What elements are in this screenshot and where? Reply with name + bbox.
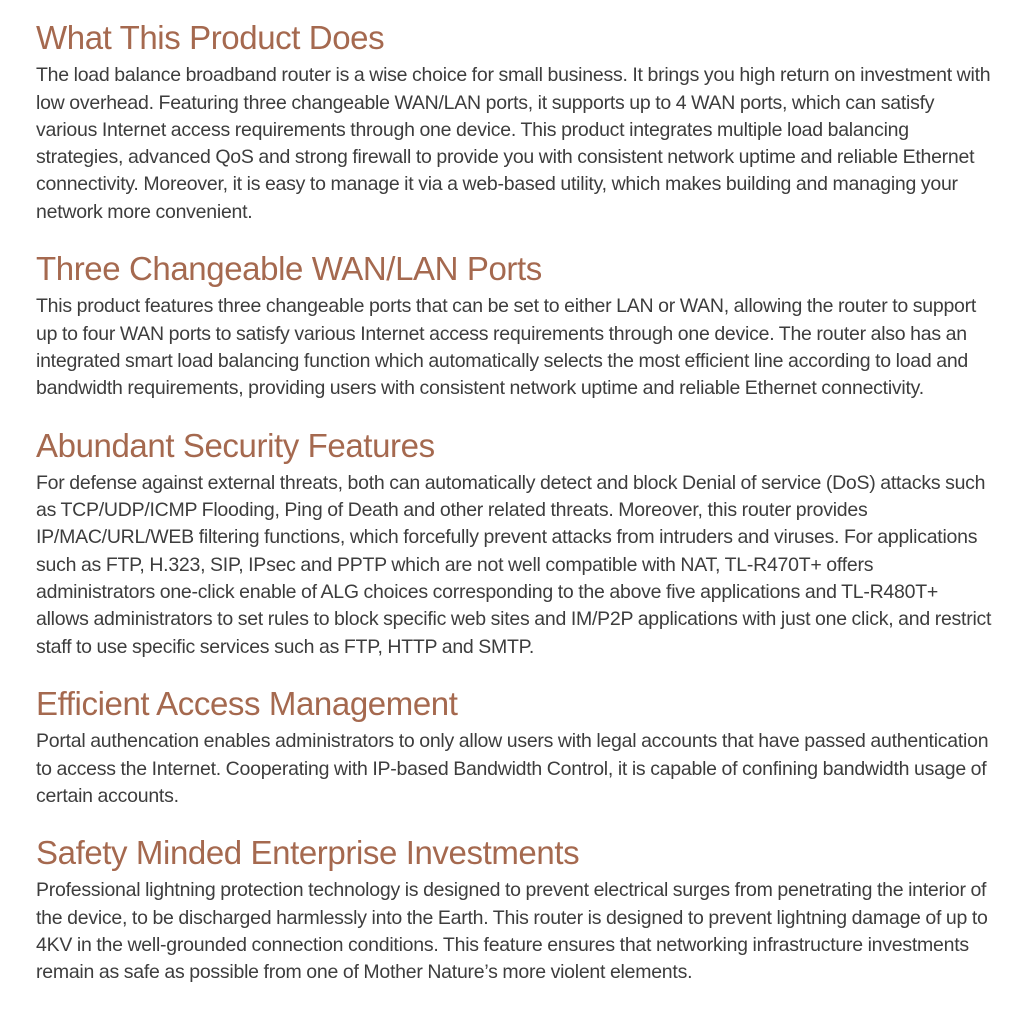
section-paragraph: This product features three changeable ports that can be set to either LAN or WAN, allowing the router to support up to four WAN ports to satisfy various Internet access requirements through one device. The router also has an integrated smart load balancing function which automatically selects the most efficient line according to load and bandwidth requirements, providing users with consistent network uptime and reliable Ethernet connectivity.	[36, 295, 977, 400]
section-paragraph: The load balance broadband router is a wise choice for small business. It brings you high return on investment with low overhead. Featuring three changeable WAN/LAN ports, it supports up to 4 WAN ports, which can satisfy various Internet access requirements through one device. This product integrates multiple load balancing strategies, advanced QoS and strong firewall to provide you with consistent network uptime and reliable Ethernet connectivity. Moreover, it is easy to manage it via a web-based utility, which makes building and managing your network more convenient.	[36, 64, 991, 223]
section-abundant-security-features	[36, 428, 994, 661]
section-safety-minded-enterprise-investments	[36, 835, 994, 986]
section-efficient-access-management	[36, 686, 994, 810]
section-heading: What This Product Does	[36, 19, 385, 56]
section-paragraph: For defense against external threats, both can automatically detect and block Denial of service (DoS) attacks such as TCP/UDP/ICMP Flooding, Ping of Death and other related threats. Moreover, this router provides IP/MAC/URL/WEB filtering functions, which forcefully prevent attacks from intruders and viruses. For applications such as FTP, H.323, SIP, IPsec and PPTP which are not well compatible with NAT, TL-R470T+ offers administrators one-click enable of ALG choices corresponding to the above five applications and TL-R480T+ allows administrators to set rules to block specific web sites and IM/P2P applications with just one click, and restrict staff to use specific services such as FTP, HTTP and SMTP.	[36, 471, 992, 658]
section-what-this-product-does	[36, 20, 994, 226]
section-heading: Safety Minded Enterprise Investments	[36, 834, 580, 872]
section-paragraph: Professional lightning protection technology is designed to prevent electrical surges from penetrating the interior of the device, to be discharged harmlessly into the Earth. This router is designed to prevent lightning damage of up to 4KV in the well-grounded connection conditions. This feature ensures that networking infrastructure investments remain as safe as possible from one of Mother Nature’s more violent elements.	[36, 879, 988, 984]
section-heading: Three Changeable WAN/LAN Ports	[36, 250, 542, 288]
section-heading: Efficient Access Management	[36, 684, 458, 722]
section-paragraph: Portal authencation enables administrators to only allow users with legal accounts that have passed authentication to access the Internet. Cooperating with IP-based Bandwidth Control, it is capable of confining bandwidth usage of certain accounts.	[36, 730, 989, 807]
section-heading: Abundant Security Features	[36, 426, 435, 464]
section-three-changeable-wan-lan-ports	[36, 251, 994, 402]
